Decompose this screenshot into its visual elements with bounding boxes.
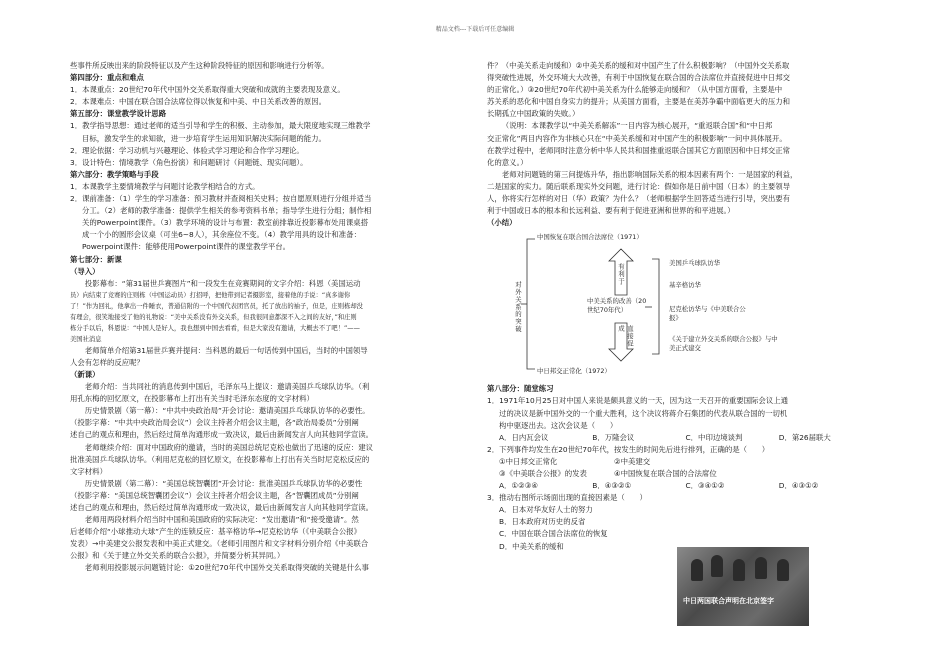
lesson-text: 述自己的观点和理由，然后经过简单沟通形成一致决议，最后由新闻发言人向其他同学宣读。 <box>70 503 374 512</box>
discussion-text: 人，你将实行怎样的对日（华）政策？为什么？（老师根据学生回答适当进行引导，突出要有 <box>487 194 791 204</box>
item: ①中日邦交正常化 <box>499 456 558 466</box>
question-1-options <box>487 432 872 444</box>
diagram-top: 中国恢复在联合国合法席位（1971） <box>537 233 643 242</box>
lesson-text: （投影字幕：“中共中央政治局会议”）会议主持者介绍会议主题，各“政治局委员”分别阐 <box>70 418 359 428</box>
lesson-text: 老师继续介绍：面对中国政府的邀请，当时的美国总统尼克松也做出了迅速的反应：建议 <box>84 442 374 452</box>
diagram-bottom: 中日邦交正常化（1972） <box>537 367 611 376</box>
option: B．万隆会议 <box>592 432 635 442</box>
lead-quote: 栋分手以后，科恩说：“中国人是好人，我也想到中国去看看，但是大家没有邀请，大概去不了吧！”—— <box>70 324 360 332</box>
lead-quote-source: 美国社消息 <box>70 335 102 343</box>
item: ④中国恢复在联合国的合法席位 <box>614 468 717 478</box>
s6-item-cont: 成一个小的圆形会议桌（可坐6~8人），其余座位不变。（4）教学用具的设计和准备： <box>82 230 361 240</box>
lead-text: 老师简单介绍第31届世乒赛并提问：当科恩的最后一句话传到中国后，当时的中国领导 <box>84 345 368 355</box>
lead-quote: 了！”作为回礼，他拿出一件睡衣，普通信附的一个中国代表团官员，托了放出的袖子，但是，庄则栋却没 <box>70 302 363 310</box>
s6-item-cont: 分工。（2）老师的教学准备：提供学生相关的参考资料书单；指导学生进行分组；制作相 <box>82 206 372 216</box>
option: B．④③②① <box>592 481 632 491</box>
answer-text: 苏关系的恶化和中国自身实力的提升；从美国方面看，主要是在美苏争霸中面临更大的压力和 <box>487 97 791 107</box>
lesson-text: 老师介绍：当共同社的消息传到中国后，毛泽东马上提议：邀请美国乒乓球队访华。（利 <box>84 382 370 392</box>
s6-item: 1．本课教学主要情境教学与问题讨论教学相结合的方式。 <box>70 181 260 191</box>
note-text: 在教学过程中，老师同时注意分析中华人民共和国推重返联合国其它方面原因和中日邦交正常 <box>487 145 791 155</box>
question-2: 2．下列事件均发生在20世纪70年代，按发生的时间先后进行排列，正确的是（ ） <box>487 444 770 454</box>
s4-item: 2．本课难点：中国在联合国合法席位得以恢复和中美、中日关系改善的原因。 <box>70 97 326 107</box>
lesson-text: 老师利用投影展示问题链讨论：①20世纪70年代中国外交关系取得突破的关键是什么事 <box>84 563 369 573</box>
s5-item: 1．教学指导思想：通过老师的适当引导和学生的积极、主动参加，最大限度地实现三维教学 <box>70 121 371 131</box>
lesson-text: 老师用两段材料介绍当时中国和美国政府的实际决定：“发出邀请”和“接受邀请”。然 <box>84 515 359 525</box>
option: C．中印边境谈判 <box>685 432 743 442</box>
diagram-event: 《关于建立外交关系的联合公报》与中美正式建交 <box>669 335 778 353</box>
photo-figure <box>755 557 767 579</box>
option: C．中国在联合国合法席位的恢复 <box>499 529 608 539</box>
question-2-items <box>487 456 729 468</box>
diagram-down-label: 直接促成 <box>617 325 634 348</box>
question-2-options <box>487 480 872 492</box>
s6-item-cont: 关的Powerpoint课件。（3）教学环境的设计与布置：教室前排靠近投影幕布处用课桌搭 <box>82 218 369 228</box>
diagram-event: 尼克松访华与《中美联合公报》 <box>669 305 746 323</box>
s5-item: 3．设计特色：情境教学（角色扮演）和问题研讨（问题链、现实问题）。 <box>70 157 308 167</box>
s5-item: 2．理论依据：学习动机与兴趣理论、体验式学习理论和合作学习理论。 <box>70 145 304 155</box>
option: D．中美关系的缓和 <box>499 541 564 551</box>
section-6-title: 第六部分：教学策略与手段 <box>70 169 159 179</box>
option: C．③④①② <box>685 481 725 491</box>
question-1-cont: 构中驱逐出去。这次会议是（ ） <box>499 420 618 430</box>
option: A．日本对华友好人士的努力 <box>499 505 593 515</box>
intro-text: 些事件所反映出来的阶段特征以及产生这种阶段特征的原因和影响进行分析等。 <box>70 61 329 70</box>
lead-text: 投影幕布：“第31届世乒赛图片”和一段发生在竞赛期间的文字介绍：科恩（美国运动 <box>84 278 361 288</box>
new-lesson-title: （新课） <box>70 369 100 379</box>
answer-text: 长期孤立中国政策的失败。） <box>487 109 580 119</box>
lesson-text: 公报》和《关于建立外交关系的联合公报》，并简要分析其异同。） <box>70 551 285 561</box>
diagram-event: 美国乒乓球队访华 <box>669 259 721 268</box>
lead-in-title: （导入） <box>70 266 100 276</box>
lead-quote: 有理会，很笑地接受了他的礼物说：“美中关系没有外交关系，但我很同意都深不入之间的友好，”和庄则 <box>70 313 357 321</box>
option: A．日内瓦会议 <box>499 432 549 442</box>
option: A．①②③④ <box>499 481 538 491</box>
s4-item: 1．本课重点：20世纪70年代中国外交关系取得重大突破和成就的主要表现及意义。 <box>70 85 345 95</box>
left-column <box>70 60 462 575</box>
discussion-text: 老师对问题链的第三问提炼升华，指出影响国际关系的根本因素有两个：一是国家的利益， <box>501 169 798 179</box>
lesson-text: 后老师介绍“小球推动大球”产生的连锁反应：基辛格访华→尼克松访华（《中美联合公报》 <box>70 527 361 537</box>
question-1-cont: 过的决议是新中国外交的一个重大胜利，这个决议将蒋介石集团的代表从联合国的一切机 <box>499 408 788 418</box>
lesson-text: 用孔东梅的回忆原文，在投影幕布上打出有关当时毛泽东态度的文字材料） <box>70 394 314 404</box>
summary-title: （小结） <box>487 218 517 228</box>
item: ③《中美联合公报》的发表 <box>499 468 587 478</box>
lesson-text: 文字材料） <box>70 466 107 476</box>
diagram-up-label: 有利于 <box>617 263 625 286</box>
lesson-text: 发表）→中美建交公报发表和中美正式建交。（老师引用图片和文字材料分别介绍《中美联合 <box>70 539 369 549</box>
lead-text: 人会有怎样的反应呢？ <box>70 357 144 367</box>
discussion-text: 利于中国或日本的根本和长远利益、要有利于促进亚洲和世界的和平进展。） <box>487 206 735 216</box>
signing-photo <box>677 547 809 626</box>
option: D．第26届联大 <box>778 432 831 442</box>
s6-item: 2．课前准备：（1）学生的学习准备：预习教材并查阅相关史料；按自愿原则进行分组并适当 <box>70 194 372 204</box>
question-1: 1．1971年10月25日对中国人来说是颇具意义的一天，因为这一天召开的重要国际会议上通 <box>487 396 788 406</box>
lesson-text: 批准美国乒乓球队访华。（利用尼克松的回忆原文，在投影幕布上打出有关当时尼克松反应的 <box>70 454 370 464</box>
photo-figure <box>733 559 745 581</box>
note-text: 交正常化”两目内容作为非核心只在“中美关系缓和对中国产生的积极影响”一问中具体展开。 <box>487 133 787 143</box>
option: B．日本政府对历史的反省 <box>499 517 586 527</box>
section-8-title: 第八部分：随堂练习 <box>487 384 554 394</box>
photo-figure <box>711 555 723 577</box>
diagram-center: 中美关系的改善（20世纪70年代） <box>587 297 647 315</box>
answer-text: 的正常化。）③20世纪70年代初中美关系为什么能够走向缓和？（从中国方面看，主要是中 <box>487 85 783 95</box>
section-5-title: 第五部分：课堂教学设计思路 <box>70 109 167 119</box>
note-text: （说明：本课教学以“中美关系解冻”一目内容为核心展开，“重返联合国”和“中日邦 <box>501 121 773 131</box>
diagram-event: 基辛格访华 <box>669 281 701 290</box>
diagram-left-label: 对外关系的突破 <box>514 281 522 334</box>
lead-quote: 员）向结束了竞赛的庄则栋（中国运动员）打招呼，把他带到记者摄影室，接着他的手说：“真多谢你 <box>70 291 351 299</box>
question-2-items <box>487 468 729 480</box>
answer-text: 件？（中美关系走向缓和）②中美关系的缓和对中国产生了什么积极影响？（中国外交关系取 <box>487 61 790 70</box>
section-7-title: 第七部分：新课 <box>70 254 122 264</box>
s5-item-cont: 目标，激发学生的求知欲，进一步培育学生运用知识解决实际问题的能力。 <box>82 133 326 143</box>
option: D．④③①② <box>778 481 819 491</box>
lesson-text: 历史情景剧（第一幕）：“中共中央政治局”开会讨论：邀请美国乒乓球队访华的必要性。 <box>84 406 370 416</box>
note-text: 化的意义。） <box>487 157 528 167</box>
page-header: 精品文档---下载后可任意编辑 <box>435 26 515 33</box>
summary-diagram <box>487 229 872 379</box>
item: ②中美建交 <box>614 456 651 466</box>
photo-figure <box>777 559 789 581</box>
lesson-text: 述自己的观点和理由，然后经过简单沟通形成一致决议，最后由新闻发言人向其他同学宣读。 <box>70 430 374 440</box>
discussion-text: 二是国家的实力。随后联系现实外交问题，进行讨论：假如你是日前中国（日本）的主要领导 <box>487 181 791 191</box>
lesson-text: 历史情景剧（第二幕）：“美国总统智囊团”开会讨论：批准美国乒乓球队访华的必要性 <box>84 478 363 488</box>
photo-figure <box>691 559 703 581</box>
right-column <box>487 60 872 553</box>
lesson-text: （投影字幕：“美国总统智囊团会议”）会议主持者介绍会议主题，各“智囊团成员”分别阐 <box>70 490 359 500</box>
section-4-title: 第四部分：重点和难点 <box>70 73 144 83</box>
answer-text: 得突破性进展，外交环境大大改善，有利于中国恢复在联合国的合法席位并直接促进中日邦交 <box>487 73 791 83</box>
s6-item-cont: Powerpoint课件：能够使用Powerpoint课件的课堂教学平台。 <box>82 242 291 252</box>
question-3: 3．推动右图所示场面出现的直接因素是（ ） <box>487 493 647 503</box>
photo-caption: 中日两国联合声明在北京签字 <box>683 597 774 605</box>
